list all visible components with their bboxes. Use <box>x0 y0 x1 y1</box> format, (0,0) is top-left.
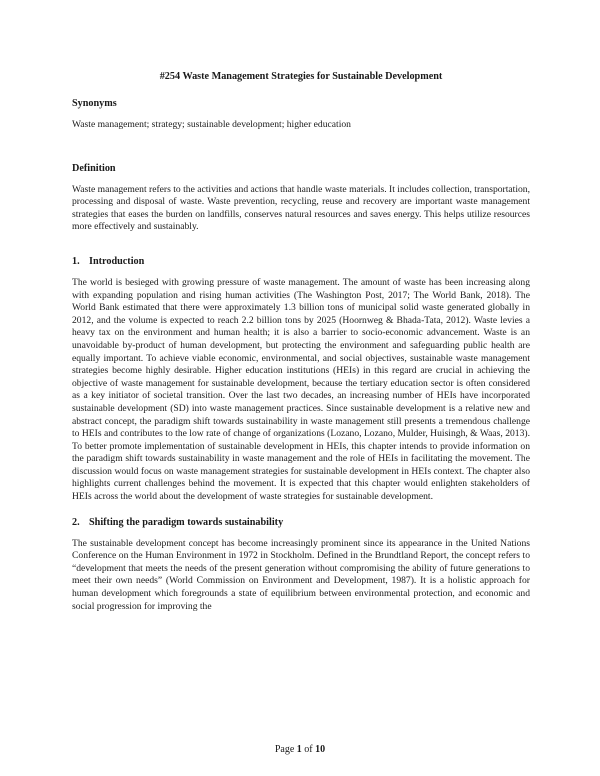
definition-heading: Definition <box>72 162 116 174</box>
section-2-text: The sustainable development concept has become increasingly prominent since its appearance in the United Nations Conference on the Human Environment in 1972 in Stockholm. Defined in the Brundtland Report, the concept refers to “development that meets the needs of the present generation without compromising the ability of future generations to meet their own needs” (World Commission on Environment and Development, 1987). It is a holistic approach for human development which foregrounds a state of equilibrium between environmental protection, and economic and social progression for improving the <box>72 537 530 612</box>
section-1-text: The world is besieged with growing pressure of waste management. The amount of waste has been increasing along with expanding population and rising human activities (The Washington Post, 2017; The World Bank, 2018). The World Bank estimated that there were approximately 1.3 billion tons of municipal solid waste generated globally in 2012, and the volume is expected to reach 2.2 billion tons by 2025 (Hoornweg & Bhada-Tata, 2012). Waste levies a heavy tax on the environment and human health; it is also a barrier to socio-economic advancement. Waste is an unavoidable by-product of human development, but protecting the environment and safeguarding public health are equally important. To achieve viable economic, environmental, and social objectives, sustainable waste management strategies become highly desirable. Higher education institutions (HEIs) in this regard are crucial in achieving the objective of waste management for sustainable development, because the tertiary education sector is often considered as a key initiator of societal transition. Over the last two decades, an increasing number of HEIs have incorporated sustainable development (SD) into waste management practices. Since sustainable development is a relative new and abstract concept, the paradigm shift towards sustainability in waste management still presents a tremendous challenge to HEIs and contributes to the low rate of change of organizations (Lozano, Lozano, Mulder, Huisingh, & Waas, 2013). To better promote implementation of sustainable development in HEIs, this chapter intends to provide information on the paradigm shift towards sustainability in waste management and the role of HEIs in facilitating the movement. The discussion would focus on waste management strategies for sustainable development in HEIs context. The chapter also highlights current challenges behind the movement. It is expected that this chapter would enlighten stakeholders of HEIs across the world about the development of waste strategies for sustainable development. <box>72 276 530 503</box>
section-2-title: Shifting the paradigm towards sustainability <box>89 516 284 528</box>
document-title: #254 Waste Management Strategies for Sustainable Development <box>159 71 443 82</box>
page-footer <box>0 744 600 756</box>
synonyms-heading: Synonyms <box>72 98 117 109</box>
page-current: 1 <box>296 744 302 755</box>
section-1-heading <box>72 255 530 268</box>
of-label: of <box>304 744 313 755</box>
definition-text: Waste management refers to the activities and actions that handle waste materials. It includes collection, transportation, processing and disposal of waste. Waste prevention, recycling, reuse and recovery are important waste management strategies that eases the burden on landfills, conserves natural resources and saves energy. This helps utilize resources more effectively and sustainably. <box>72 183 530 233</box>
synonyms-text: Waste management; strategy; sustainable development; higher education <box>72 119 351 130</box>
page-total: 10 <box>315 744 326 755</box>
section-2-heading <box>72 516 530 529</box>
page-label: Page <box>274 744 295 755</box>
document-body <box>72 70 530 613</box>
section-1-number: 1. <box>72 255 80 267</box>
section-2-number: 2. <box>72 516 80 528</box>
section-1-title: Introduction <box>89 255 145 267</box>
